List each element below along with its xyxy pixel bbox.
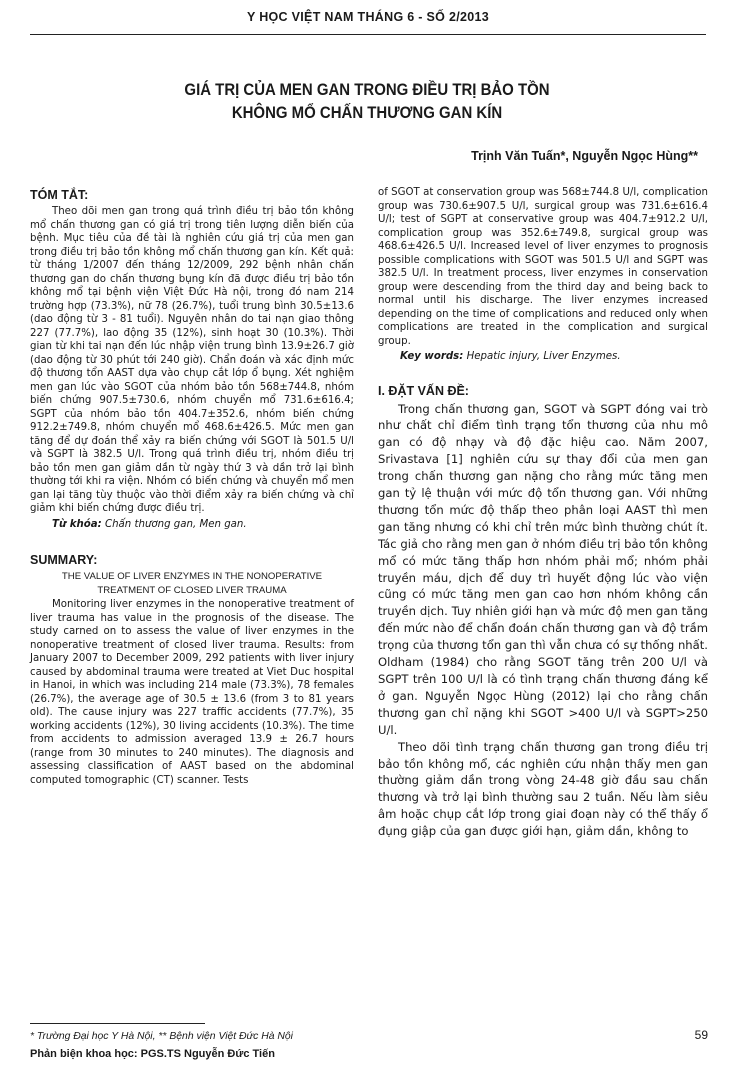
intro-paragraph-1: Trong chấn thương gan, SGOT và SGPT đóng vai trò như chất chỉ điểm tình trạng tổn thương của nhu mô gan có độ nhạy và độ đặc hiệu cao. Năm 2007, Srivastava [1] nghiên cứu sự thay đổi của men gan trong chấn thương gan nặng cho rằng mức tăng men gan tỷ lệ thuận với mức độ tổn thương gan. Với những thương tổn mức độ thấp theo phân loại AAST thì men gan tăng nhưng có khi chỉ trên mức bình thường chút ít. Tác giả cho rằng men gan ở nhóm điều trị bảo tồn không mổ có mức tăng thấp hơn nhóm phải mổ; nhóm phải truyền máu, dịch để duy trì huyết động lúc vào viện cũng có mức tăng men gan cao hơn nhóm không cần truyền dịch. Tuy nhiên giới hạn và mức độ men gan tăng đến mức nào để chẩn đoán chấn thương gan và độ trầm trọng của thương tổn gan thì vẫn chưa có sự thống nhất. Oldham (1984) cho rằng SGOT tăng trên 200 U/l và SGPT trên 100 U/l là có tình trạng chấn thương đáng kể ở gan. Nguyễn Ngọc Hùng (2012) lại cho rằng chấn thương gan chỉ nặng khi SGOT >400 U/l và SGPT>250 U/l. bbox=[378, 401, 708, 737]
article-title bbox=[79, 78, 655, 124]
keywords-label: Từ khóa: bbox=[52, 518, 102, 530]
intro-paragraph-2: Theo dõi tình trạng chấn thương gan trong điều trị bảo tồn không mổ, các nghiên cứu nhận thấy men gan thường giảm dần trong vòng 24-48 giờ đầu sau chấn thương và trở lại bình thường sau 2 tuần. Nếu làm siêu âm hoặc chụp cắt lớp trong giai đoạn này có thể thấy ổ đụng giập của gan được giới hạn, giảm dần, không to bbox=[378, 739, 708, 839]
reviewer-footnote: Phản biện khoa học: PGS.TS Nguyễn Đức Tiến bbox=[30, 1048, 275, 1060]
footnote-divider bbox=[30, 1023, 205, 1024]
abstract-vn-keywords bbox=[30, 518, 354, 532]
journal-name: Y HỌC VIỆT NAM THÁNG 6 - SỐ 2/2013 bbox=[247, 10, 489, 24]
title-line-2: KHÔNG MỔ CHẤN THƯƠNG GAN KÍN bbox=[231, 103, 503, 122]
right-column bbox=[378, 186, 708, 840]
abstract-vn-text: Theo dõi men gan trong quá trình điều trị bảo tồn không mổ chấn thương gan có giá trị trong tiên lượng diễn biến của bệnh. Mục tiêu của đề tài là nghiên cứu giá trị của men gan trong điều trị bảo tồn không mổ chấn thương gan kín. Kết quả: từ tháng 1/2007 đến tháng 12/2009, 292 bệnh nhân chấn thương gan do chấn thương bụng kín đã được điều trị bảo tồn không mổ tại bệnh viện Việt Đức Hà nội, trong đó nam 214 trường hợp (73.3%), nữ 78 (26.7%), tuổi trung bình 30.5±13.6 (dao động từ 3 - 81 tuổi). Nguyên nhân do tai nạn giao thông 227 (77.7%), lao động 35 (12%), sinh hoạt 30 (10.3%). Thời gian từ khi tai nạn đến lúc nhập viện trung bình 13.9±26.7 giờ (dao động từ 30 phút tới 240 giờ). Chẩn đoán và xác định mức độ thương tổn AAST dựa vào chụp cắt lớp ổ bụng. Xét nghiệm men gan lúc vào SGOT của nhóm bảo tồn 568±744.8, nhóm biến chứng 907.5±730.6, nhóm chuyển mổ 731.6±616.4; SGPT của nhóm bảo tồn 404.7±352.6, nhóm biến chứng 912.2±749.8, nhóm chuyển mổ 468.6±426.5. Mức men gan tăng để dự đoán thể xảy ra biến chứng với SGOT là 501.5 U/l và SGPT là 382.5 U/l. Trong quá trình điều trị, nhóm điều trị bảo tồn men gan giảm dần từ ngày thứ 3 và dần trở lại bình thường tới khi ra viện. Nhóm có biến chứng và chuyển mổ men gan lại tăng tùy thuộc vào thời điểm xảy ra biến chứng và chỉ giảm khi biến chứng được điều trị. bbox=[30, 206, 354, 514]
summary-text-right: of SGOT at conservation group was 568±744.8 U/l, complication group was 730.6±907.5 U/l, surgical group was 731.6±616.4 U/l; test of SGPT at conservative group was 404.7±912.2 U/l, complication group was 352.6±749.8, surgical group was 468.6±426.5 U/l. Increased level of liver enzymes to prognosis possible complications with SGOT was 501.5 U/l and SGPT was 382.5 U/l. In treatment process, liver enzymes in conservation group were descending from the third day and being back to normal until his discharge. The liver enzymes increased depending on the time of complications and reduced only when complications are treated in the complication and surgical group. bbox=[378, 187, 708, 347]
page-number: 59 bbox=[694, 1028, 708, 1042]
title-line-1: GIÁ TRỊ CỦA MEN GAN TRONG ĐIỀU TRỊ BẢO TỒN bbox=[184, 80, 550, 99]
affiliation-footnote: * Trường Đại học Y Hà Nội, ** Bệnh viện Việt Đức Hà Nội bbox=[30, 1031, 293, 1042]
summary-title bbox=[30, 570, 354, 597]
left-column bbox=[30, 188, 354, 787]
keywords-value: Chấn thương gan, Men gan. bbox=[104, 518, 247, 530]
summary-text-left: Monitoring liver enzymes in the nonoperative treatment of liver trauma has value in the prognosis of the disease. The study carned on to assess the value of liver enzymes in the nonoperative treatment of closed liver trauma. Results: from January 2007 to December 2009, 292 patients with liver injury caused by abdominal trauma were treated at Viet Duc hospital in Hanoi, in which was including 214 male (73.3%), 78 females (26.7%), the average age of 30.5 ± 13.6 (from 3 to 81 years old). The cause injury was 227 traffic accidents (77.7%), 35 working accidents (12%), 30 living accidents (10.3%). The time from accidents to admission averaged 13.9 ± 26.7 hours (range from 30 minutes to 240 minutes). The diagnosis and assessing classification of AAST based on the abdominal computed tomographic (CT) scanner. Tests bbox=[30, 599, 354, 786]
summary-title-line-1: THE VALUE OF LIVER ENZYMES IN THE NONOPERATIVE bbox=[61, 571, 323, 582]
summary-title-line-2: TREATMENT OF CLOSED LIVER TRAUMA bbox=[97, 584, 287, 596]
abstract-vn-heading: TÓM TẮT: bbox=[30, 188, 89, 202]
key-words-label: Key words: bbox=[400, 351, 464, 362]
intro-heading: I. ĐẶT VẤN ĐỀ: bbox=[378, 383, 469, 398]
summary-heading: SUMMARY: bbox=[30, 553, 98, 567]
authors: Trịnh Văn Tuấn*, Nguyễn Ngọc Hùng** bbox=[471, 149, 698, 163]
summary-keywords bbox=[378, 350, 708, 364]
running-header bbox=[30, 10, 706, 35]
key-words-value: Hepatic injury, Liver Enzymes. bbox=[466, 351, 621, 362]
